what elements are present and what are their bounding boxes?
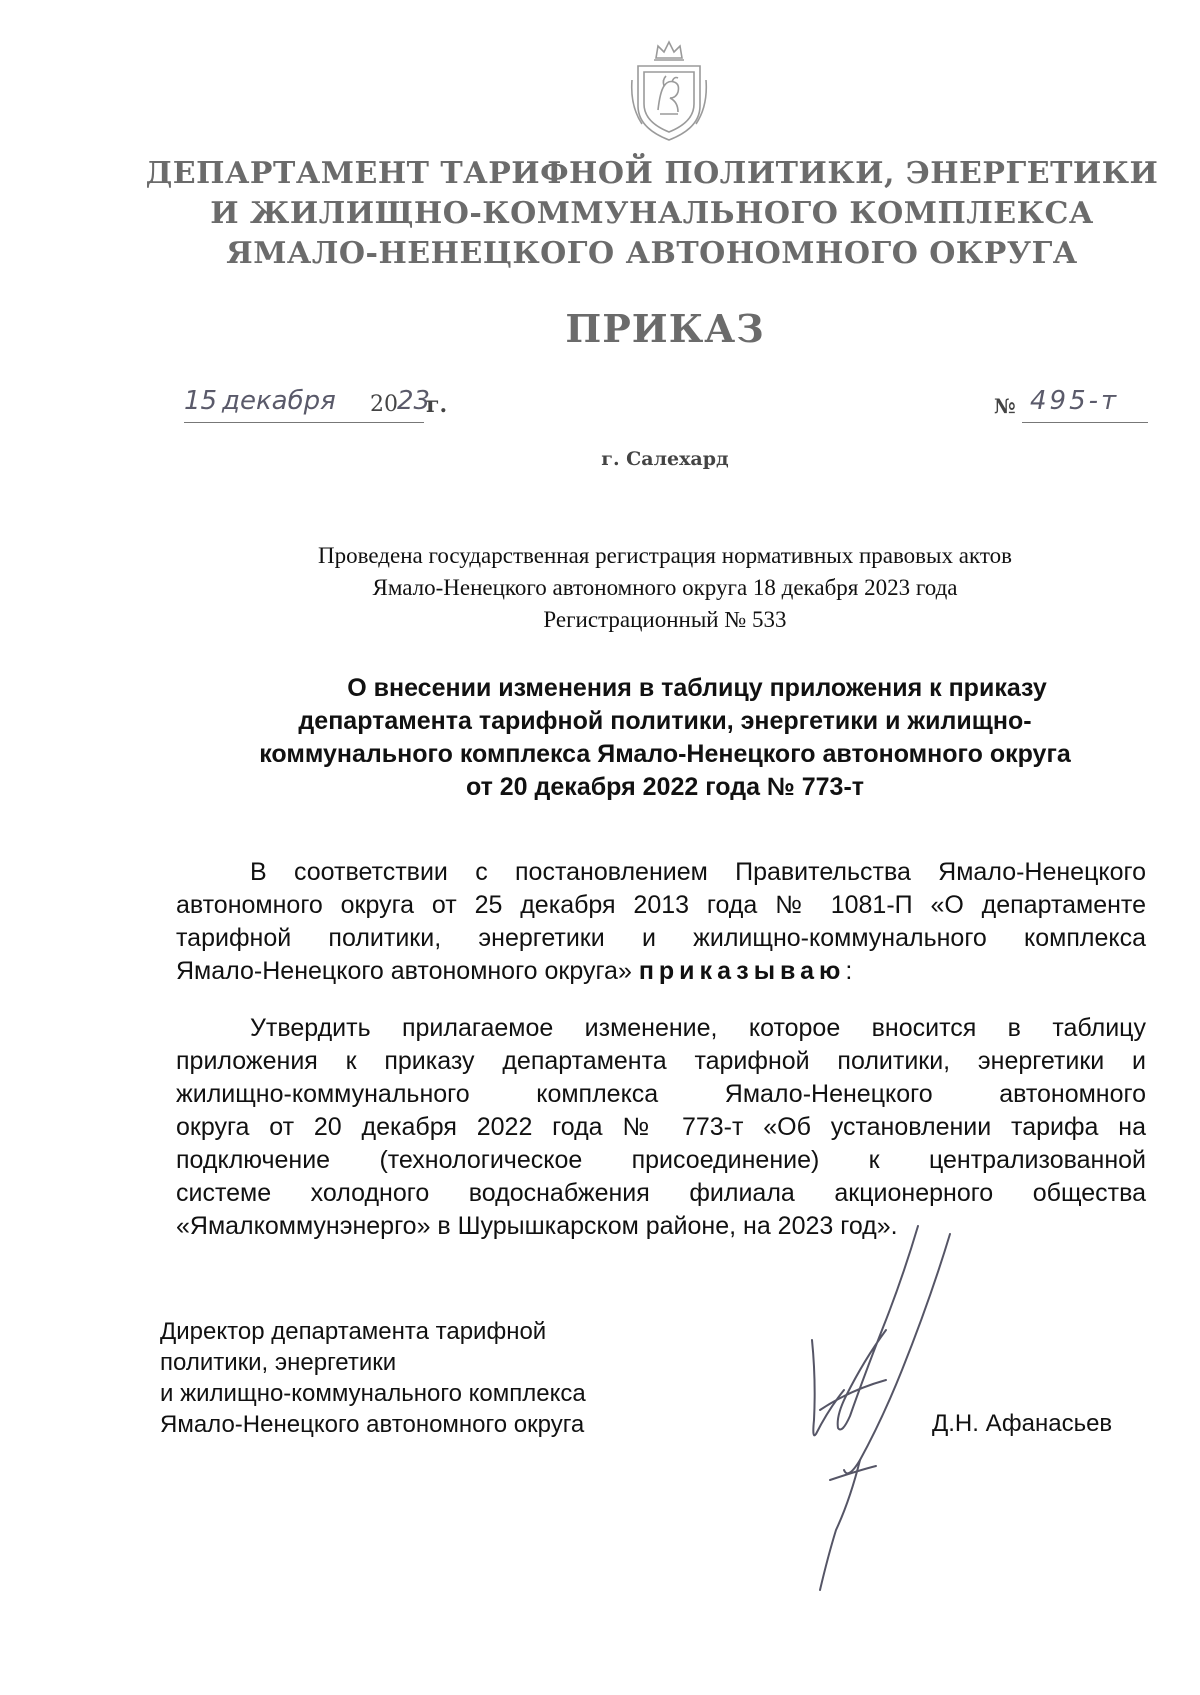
- registration-line: Проведена государственная регистрация нормативных правовых актов: [318, 543, 1012, 568]
- signer-position-line: и жилищно-коммунального комплекса: [160, 1380, 586, 1407]
- department-name-line-1: ДЕПАРТАМЕНТ ТАРИФНОЙ ПОЛИТИКИ, ЭНЕРГЕТИКИ: [145, 156, 1159, 191]
- title-line: О внесении изменения в таблицу приложения к приказу: [347, 674, 1047, 702]
- body-line: приложения к приказу департамента тарифной политики, энергетики и: [176, 1047, 1146, 1075]
- order-keyword: приказываю: [638, 957, 846, 985]
- order-number-value: 495-т: [1030, 386, 1120, 416]
- registration-line: Регистрационный № 533: [543, 607, 787, 632]
- date-day: 15: [184, 386, 218, 416]
- number-sign: №: [994, 394, 1016, 418]
- title-line: от 20 декабря 2022 года № 773-т: [465, 773, 865, 801]
- body-line: Утвердить прилагаемое изменение, которое вносится в таблицу: [250, 1014, 1146, 1042]
- body-line: подключение (технологическое присоединение) к централизованной: [176, 1146, 1146, 1174]
- title-line: коммунального комплекса Ямало-Ненецкого автономного округа: [259, 740, 1071, 768]
- body-line: округа от 20 декабря 2022 года № 773-т «Об установлении тарифа на: [176, 1113, 1146, 1141]
- body-line: жилищно-коммунального комплекса Ямало-Ненецкого автономного: [176, 1080, 1146, 1108]
- body-line-end: :: [845, 957, 853, 985]
- department-name-line-3: ЯМАЛО-НЕНЕЦКОГО АВТОНОМНОГО ОКРУГА: [226, 236, 1078, 271]
- body-paragraph-decision: [176, 1012, 1146, 1243]
- date-underline: [184, 422, 424, 423]
- body-line: тарифной политики, энергетики и жилищно-коммунального комплекса: [176, 924, 1146, 952]
- body-paragraph-basis: [176, 856, 1146, 988]
- date-century: 20: [370, 392, 398, 417]
- coat-of-arms-icon: [628, 36, 710, 144]
- signer-position-line: политики, энергетики: [160, 1349, 397, 1376]
- registration-note: [0, 540, 1200, 636]
- date-year-abbr: г.: [426, 392, 448, 418]
- registration-line: Ямало-Ненецкого автономного округа 18 декабря 2023 года: [372, 575, 958, 600]
- date-month: декабря: [222, 386, 336, 416]
- city: г. Салехард: [601, 448, 729, 470]
- body-line: [176, 955, 1146, 988]
- signer-position-line: Ямало-Ненецкого автономного округа: [160, 1411, 585, 1438]
- department-name-line-2: И ЖИЛИЩНО-КОММУНАЛЬНОГО КОМПЛЕКСА: [210, 196, 1094, 231]
- order-date: [184, 386, 464, 426]
- signer-name: Д.Н. Афанасьев: [932, 1410, 1113, 1437]
- number-underline: [1022, 422, 1148, 423]
- body-line: автономного округа от 25 декабря 2013 года № 1081-П «О департаменте: [176, 891, 1146, 919]
- body-line-text: Ямало-Ненецкого автономного округа»: [176, 957, 632, 985]
- body-line: «Ямалкоммунэнерго» в Шурышкарском районе, на 2023 год».: [176, 1212, 898, 1240]
- document-type: ПРИКАЗ: [565, 306, 765, 351]
- order-number: [994, 386, 1154, 426]
- body-line: системе холодного водоснабжения филиала акционерного общества: [176, 1179, 1146, 1207]
- body-line: В соответствии с постановлением Правительства Ямало-Ненецкого: [250, 858, 1146, 886]
- signer-position: [160, 1316, 586, 1440]
- order-title: [0, 672, 1200, 804]
- title-line: департамента тарифной политики, энергетики и жилищно-: [298, 707, 1032, 735]
- signer-position-line: Директор департамента тарифной: [160, 1318, 547, 1345]
- date-year-suffix: 23: [397, 386, 431, 416]
